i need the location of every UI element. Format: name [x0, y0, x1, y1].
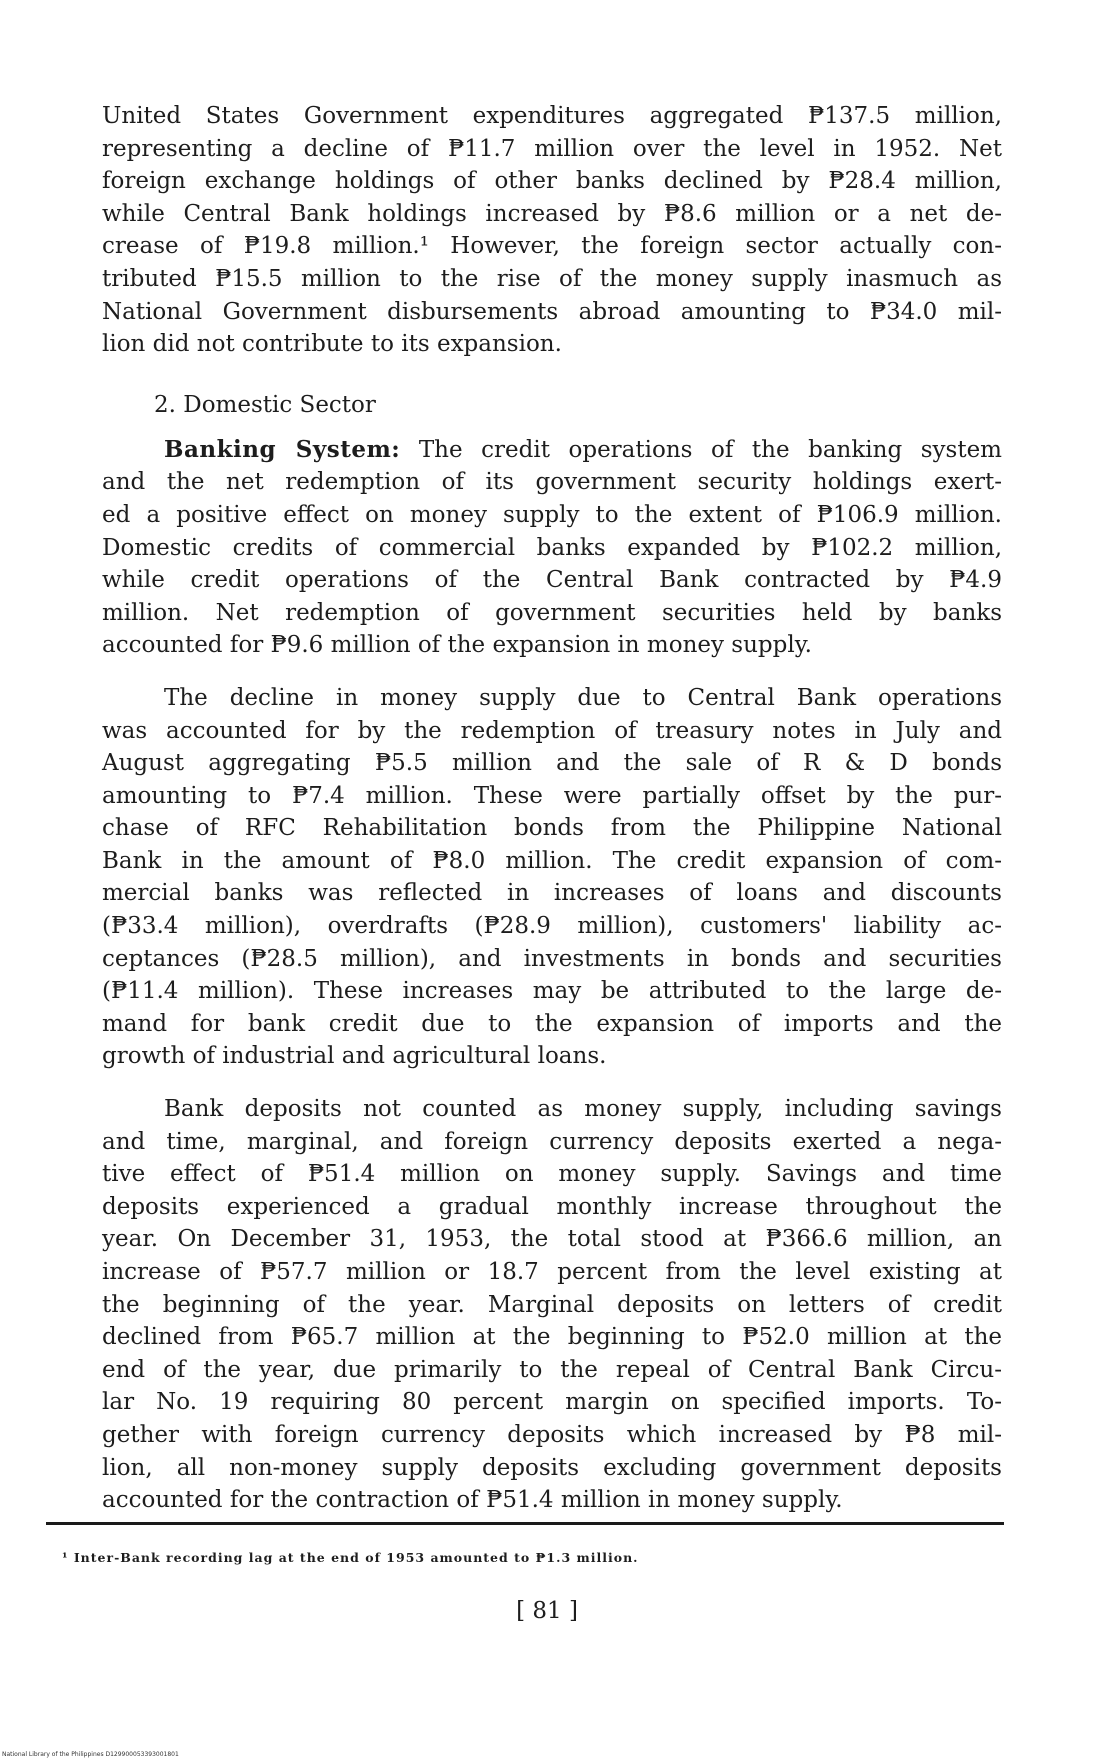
text-line: and the net redemption of its government security holdings exert-: [102, 469, 1002, 496]
text-line: August aggregating ₱5.5 million and the sale of R & D bonds: [102, 750, 1002, 777]
text-fragment: The credit operations of the banking system: [400, 436, 1002, 463]
paragraph-foreign-sector: [102, 100, 1002, 361]
text-line: while credit operations of the Central Bank contracted by ₱4.9: [102, 567, 1002, 594]
text-line: end of the year, due primarily to the repeal of Central Bank Circu-: [102, 1356, 1002, 1383]
paragraph-banking-system: [102, 434, 1002, 662]
text-line: year. On December 31, 1953, the total stood at ₱366.6 million, an: [102, 1226, 1002, 1253]
run-in-heading: Banking System:: [164, 435, 401, 463]
text-line: (₱33.4 million), overdrafts (₱28.9 million), customers' liability ac-: [102, 913, 1002, 940]
paragraph-central-bank-operations: [102, 682, 1002, 1073]
scan-credit: National Library of the Philippines D129900053393001801: [2, 1751, 179, 1758]
text-line: [102, 434, 1002, 467]
text-line: accounted for ₱9.6 million of the expansion in money supply.: [102, 632, 812, 659]
text-line: deposits experienced a gradual monthly increase throughout the: [102, 1193, 1002, 1220]
text-line: amounting to ₱7.4 million. These were partially offset by the pur-: [102, 782, 1002, 809]
text-line: growth of industrial and agricultural loans.: [102, 1043, 607, 1070]
text-line: Bank in the amount of ₱8.0 million. The credit expansion of com-: [102, 847, 1002, 874]
text-line: was accounted for by the redemption of treasury notes in July and: [102, 717, 1002, 744]
text-line: representing a decline of ₱11.7 million over the level in 1952. Net: [102, 135, 1002, 162]
text-line: mercial banks was reflected in increases of loans and discounts: [102, 880, 1002, 907]
text-line: tive effect of ₱51.4 million on money supply. Savings and time: [102, 1161, 1002, 1188]
text-line: United States Government expenditures aggregated ₱137.5 million,: [102, 103, 1002, 129]
page-number: [ 81 ]: [516, 1598, 578, 1624]
footnote-divider: [46, 1522, 1004, 1525]
text-line: the beginning of the year. Marginal deposits on letters of credit: [102, 1291, 1002, 1318]
text-line: declined from ₱65.7 million at the beginning to ₱52.0 million at the: [102, 1324, 1002, 1351]
text-line: The decline in money supply due to Central Bank operations: [164, 684, 1002, 711]
text-line: crease of ₱19.8 million.¹ However, the foreign sector actually con-: [102, 233, 1002, 260]
text-line: while Central Bank holdings increased by ₱8.6 million or a net de-: [102, 200, 1002, 227]
text-line: and time, marginal, and foreign currency deposits exerted a nega-: [102, 1128, 1002, 1155]
text-line: Domestic credits of commercial banks expanded by ₱102.2 million,: [102, 534, 1002, 561]
text-line: Bank deposits not counted as money supply, including savings: [164, 1096, 1002, 1123]
footnote: ¹ Inter-Bank recording lag at the end of 1953 amounted to ₱1.3 million.: [62, 1550, 639, 1565]
text-line: gether with foreign currency deposits which increased by ₱8 mil-: [102, 1421, 1002, 1448]
text-line: National Government disbursements abroad amounting to ₱34.0 mil-: [102, 298, 1002, 325]
text-line: ceptances (₱28.5 million), and investments in bonds and securities: [102, 945, 1002, 972]
text-line: accounted for the contraction of ₱51.4 million in money supply.: [102, 1487, 843, 1514]
page-body: [102, 100, 1002, 1517]
text-line: increase of ₱57.7 million or 18.7 percent from the level existing at: [102, 1259, 1002, 1285]
text-line: (₱11.4 million). These increases may be attributed to the large de-: [102, 978, 1002, 1005]
text-line: mand for bank credit due to the expansion of imports and the: [102, 1010, 1002, 1037]
text-line: lar No. 19 requiring 80 percent margin on specified imports. To-: [102, 1389, 1002, 1416]
text-line: lion did not contribute to its expansion.: [102, 331, 562, 358]
text-line: million. Net redemption of government securities held by banks: [102, 599, 1002, 626]
paragraph-gap: [102, 1073, 1002, 1093]
text-line: tributed ₱15.5 million to the rise of the money supply inasmuch as: [102, 265, 1002, 292]
text-line: chase of RFC Rehabilitation bonds from the Philippine National: [102, 815, 1002, 842]
text-line: ed a positive effect on money supply to the extent of ₱106.9 million.: [102, 501, 1002, 528]
text-line: lion, all non-money supply deposits excluding government deposits: [102, 1454, 1002, 1481]
section-heading: 2. Domestic Sector: [154, 391, 376, 418]
paragraph-bank-deposits: [102, 1093, 1002, 1517]
paragraph-gap: [102, 662, 1002, 682]
text-line: foreign exchange holdings of other banks declined by ₱28.4 million,: [102, 168, 1002, 195]
